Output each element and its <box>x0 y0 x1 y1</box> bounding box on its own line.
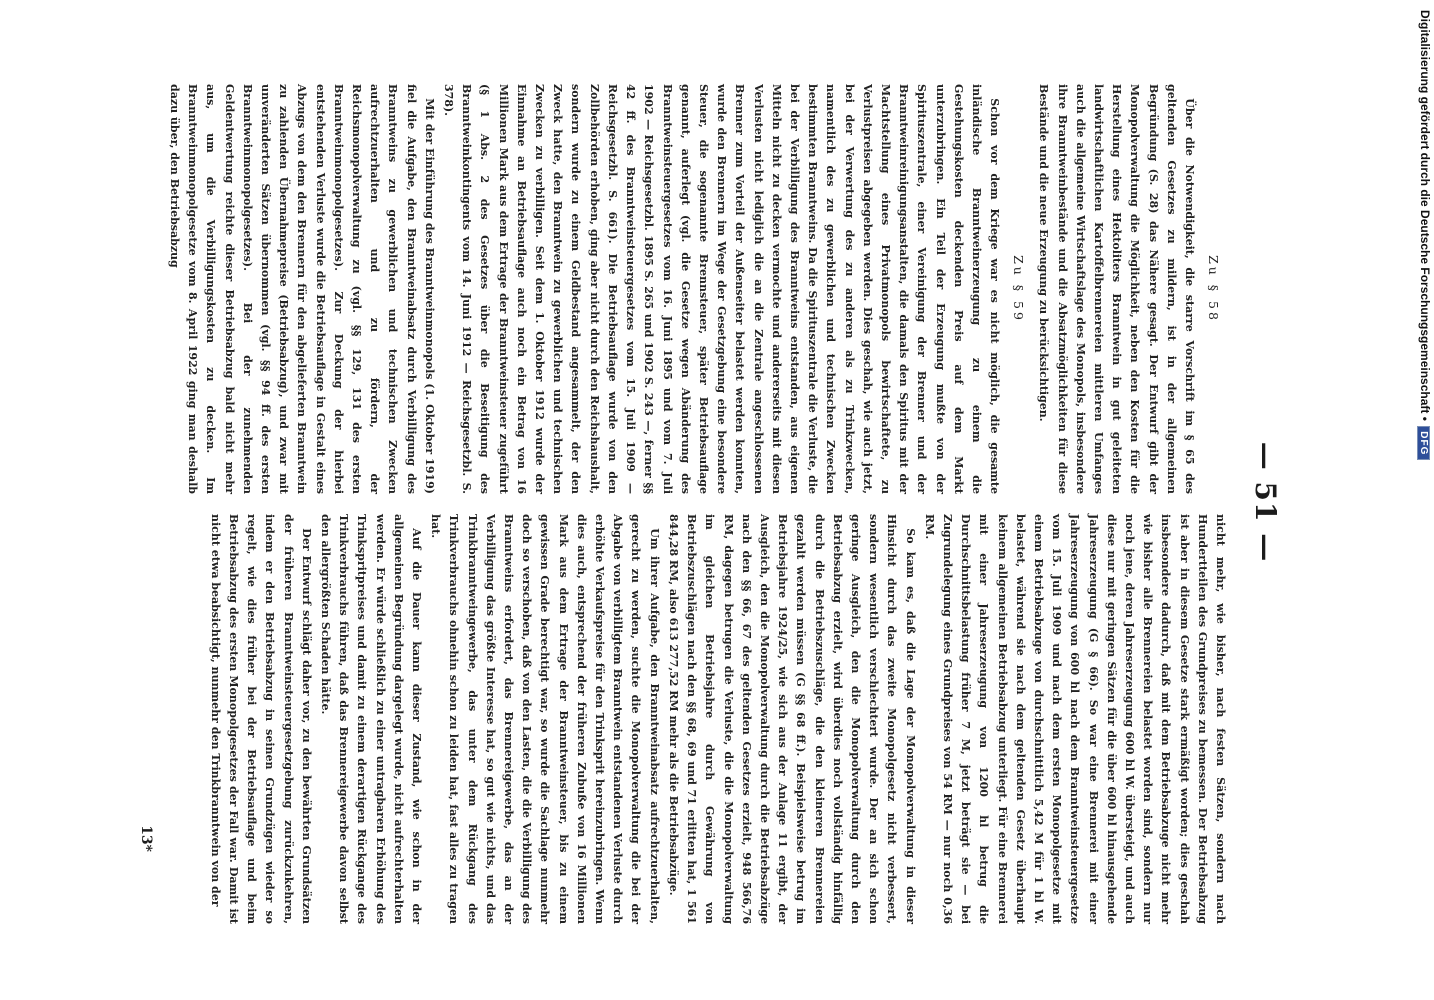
paragraph: Über die Notwendigkeit, die starre Vorschrift im § 65 des geltenden Gesetzes zu mildern, ist in der allgemeinen Begründung (S. 28) das Nähere gesagt. Der Entwurf gibt der Monopolverwaltung die Möglichkeit, neben den Kosten für die Herstellung eines Hektoliters Branntwein in gut geleiteten landwirtschaftlichen Kartoffelbrennereien mittleren Umfanges auch die allgemeine Wirtschaftslage des Monopols, insbesondere ihre Branntweinbestände und die Absatzmöglichkeiten für diese Bestände und die neue Erzeugung zu berücksichtigen. <box>1037 84 1196 494</box>
page-number: — 51 — <box>1249 441 1282 563</box>
paragraph: Mit der Einführung des Branntweinmonopols (1. Oktober 1919) fiel die Aufgabe, den Branntweinabsatz durch Verbilligung des Branntweins zu gewerblichen und technischen Zwecken aufrechtzuerhalten und zu fördern, der Reichsmonopolverwaltung zu (vgl. §§ 129, 131 des ersten Branntweinmonopolgesetzes). Zur Deckung der hierbei entstehenden Verluste wurde die Betriebsauflage in Gestalt eines Abzugs von dem den Brennern für den abgelieferten Branntwein zu zahlenden Übernahmepreise (Betriebsabzug), und zwar mit unveränderten Sätzen übernommen (vgl. §§ 94 ff. des ersten Branntweinmonopolgesetzes). Bei der zunehmenden Geldentwertung reichte dieser Betriebsabzug bald nicht mehr aus, um die Verbilligungskosten zu decken. Im Branntweinmonopolgesetze vom 8. April 1922 ging man deshalb dazu über, den Betriebsabzug <box>168 84 436 494</box>
digitization-text: Digitalisierung gefördert durch die Deutsche Forschungsgemeinschaft • <box>1418 10 1432 421</box>
digitization-sidebar <box>1400 0 1434 1000</box>
rotated-page-content <box>112 62 1287 942</box>
paragraph: nicht mehr, wie bisher, nach festen Sätzen, sondern nach Hundertteilen des Grundpreises zu bemessen. Der Betriebsabzug ist aber in diesem Gesetze stark ermäßigt worden; dies geschah insbesondere dadurch, daß mit dem Betriebsabzuge nicht mehr wie bisher alle Brennereien belastet worden sind, sondern nur noch jene, deren Jahreserzeugung 600 hl W. übersteigt, und auch diese nur mit geringen Sätzen für die über 600 hl hinausgehende Jahreserzeugung (G § 66). So war eine Brennerei mit einer Jahreserzeugung von 600 hl nach dem Branntweinsteuergesetze vom 15. Juli 1909 und nach dem ersten Monopolgesetze mit einem Betriebsabzuge von durchschnittlich 5,42 M für 1 hl W. belastet, während sie nach dem geltenden Gesetz überhaupt keinem allgemeinen Betriebsabzug unterliegt. Für eine Brennerei mit einer Jahreserzeugung von 1200 hl betrug die Durchschnittsbelastung früher 7 M, jetzt beträgt sie — bei Zugrundelegung eines Grundpreises von 54 RM — nur noch 0,36 RM. <box>922 514 1227 924</box>
right-column <box>169 514 1229 924</box>
section-heading: Zu § 59 <box>1011 255 1027 323</box>
left-column <box>169 84 1229 494</box>
page-header <box>1243 62 1287 942</box>
paragraph: So kam es, daß die Lage der Monopolverwaltung in dieser Hinsicht durch das zweite Monopolgesetz nicht verbessert, sondern wesentlich verschlechtert wurde. Der an sich schon geringe Ausgleich, den die Monopolverwaltung durch den Betriebsabzug erzielt, wird überdies noch vollständig hinfällig durch die Betriebszuschläge, die den kleineren Brennereien gezahlt werden müssen (G §§ 68 ff.). Beispielsweise betrug im Betriebsjahre 1924/25, wie sich aus der Anlage 11 ergibt, der Ausgleich, den die Monopolverwaltung durch die Betriebsabzüge nach den §§ 66, 67 des geltenden Gesetzes erzielt, 948 566,76 RM, dagegen betrugen die Verluste, die die Monopolverwaltung im gleichen Betriebsjahre durch Gewährung von Betriebszuschlägen nach den §§ 68, 69 und 71 erlitten hat, 1 561 844,28 RM, also 613 277,52 RM mehr als die Betriebsabzüge. <box>666 514 917 924</box>
digitization-note <box>1417 10 1432 830</box>
paragraph: Der Entwurf schlägt daher vor, zu den bewährten Grundsätzen der früheren Branntweinsteuergesetzgebung zurückzukehren, indem er den Betriebsabzug in seinen Grundzügen wieder so regelt, wie dies früher bei der Betriebsauflage und beim Betriebsabzug des ersten Monopolgesetzes der Fall war. Damit ist nicht etwa beabsichtigt, nunmehr den Trinkbranntwein von der <box>208 514 313 924</box>
paragraph: Schon vor dem Kriege war es nicht möglich, die gesamte inländische Branntweinerzeugung zu einem die Gestehungskosten deckenden Preis auf dem Markt unterzubringen. Ein Teil der Erzeugung mußte von der Spirituszentrale, einer Vereinigung der Brenner und der Branntweinreinigungsanstalten, die damals den Spiritus mit der Machtstellung eines Privatmonopols bewirtschaftete, zu Verlustpreisen abgegeben werden. Dies geschah, wie auch jetzt, bei der Verwertung des zu anderen als zu Trinkzwecken, namentlich des zu gewerblichen und technischen Zwecken bestimmten Branntweins. Da die Spirituszentrale die Verluste, die bei der Verbilligung des Branntweins entstanden, aus eigenen Mitteln nicht zu decken vermochte und andererseits mit diesen Verlusten nicht lediglich die an die Zentrale angeschlossenen Brenner zum Vorteil der Außenseiter belastet werden konnten, wurde den Brennern im Wege der Gesetzgebung eine besondere Steuer, die sogenannte Brennsteuer, später Betriebsauflage genannt, auferlegt (vgl. die Gesetze wegen Abänderung des Branntweinsteuergesetzes vom 16. Juni 1895 und vom 7. Juli 1902 — Reichsgesetzbl. 1895 S. 265 und 1902 S. 243 —, ferner §§ 42 ff. des Branntweinsteuergesetzes vom 15. Juli 1909 — Reichsgesetzbl. S. 661). Die Betriebsauflage wurde von den Zollbehörden erhoben, ging aber nicht durch den Reichshaushalt, sondern wurde zu einem Geldbestand angesammelt, der den Zweck hatte, den Branntwein zu gewerblichen und technischen Zwecken zu verbilligen. Seit dem 1. Oktober 1912 wurde der Einnahme an Betriebsauflage auch noch ein Betrag von 16 Millionen Mark aus dem Ertrage der Branntweinsteuer zugeführt (§ 1 Abs. 2 des Gesetzes über die Beseitigung des Branntweinkontingents vom 14. Juni 1912 — Reichsgesetzbl. S. 378). <box>442 84 1002 494</box>
signature-mark: 13* <box>138 825 154 852</box>
paragraph: Um ihrer Aufgabe, den Branntweinabsatz aufrechtzuerhalten, gerecht zu werden, suchte die Monopolverwaltung die bei der Abgabe von verbilligtem Branntwein entstandenen Verluste durch erhöhte Verkaufspreise für den Trinksprit hereinzubringen. Wenn dies auch, entsprechend der früheren Zubuße von 16 Millionen Mark aus dem Ertrage der Branntweinsteuer, bis zu einem gewissen Grade berechtigt war, so wurde die Sachlage nunmehr doch so verschoben, daß von den Lasten, die die Verbilligung des Branntweins erfordert, das Brennereigewerbe, das an der Verbilligung das größte Interesse hat, so gut wie nichts, und das Trinkbranntweingewerbe, das unter dem Rückgang des Trinkverbrauchs ohnehin schon zu leiden hat, fast alles zu tragen hat. <box>429 514 661 924</box>
page-footer <box>138 62 157 942</box>
section-heading: Zu § 58 <box>1206 255 1221 323</box>
dfg-logo: DFG <box>1417 426 1430 460</box>
paragraph: Auf die Dauer kann dieser Zustand, wie schon in der allgemeinen Begründung dargelegt wurde, nicht aufrechterhalten werden. Er würde schließlich zu einer untragbaren Erhöhung des Trinkspritpreises und damit zu einem derartigen Rückgange des Trinkverbrauchs führen, daß das Brennereigewerbe davon selbst den allergrößten Schaden hätte. <box>319 514 424 924</box>
